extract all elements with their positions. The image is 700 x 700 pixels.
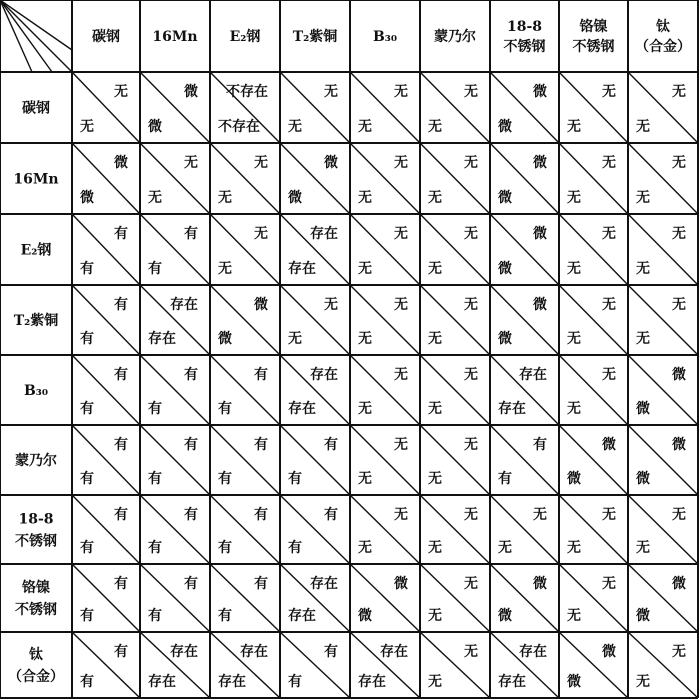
cell-upper-0-3: 无 (324, 84, 338, 100)
cell-lower-4-5: 无 (428, 401, 442, 417)
cell-lower-4-3: 存在 (288, 401, 316, 417)
row-header-8-line-1: （合金） (8, 669, 64, 685)
column-header-4-line-0: B₃₀ (372, 29, 398, 45)
cell-lower-4-8: 微 (636, 401, 650, 417)
cell-lower-1-6: 微 (498, 190, 512, 206)
cell-lower-2-1: 有 (148, 261, 162, 277)
cell-lower-4-4: 无 (358, 401, 372, 417)
cell-upper-0-1: 微 (184, 84, 198, 100)
column-header-3-line-0: T₂紫铜 (292, 29, 338, 45)
cell-lower-6-8: 无 (636, 540, 650, 556)
cell-lower-6-3: 有 (288, 540, 302, 556)
column-header-6-line-0: 18-8 (506, 19, 543, 35)
cell-upper-1-6: 微 (533, 155, 547, 171)
cell-lower-1-2: 无 (218, 190, 232, 206)
cell-lower-8-6: 存在 (498, 674, 526, 690)
cell-upper-4-3: 存在 (310, 367, 338, 383)
cell-upper-0-6: 微 (533, 84, 547, 100)
cell-upper-6-1: 有 (184, 507, 198, 523)
column-header-6-line-1: 不锈钢 (503, 39, 546, 55)
cell-upper-4-6: 存在 (519, 367, 547, 383)
cell-upper-5-6: 有 (533, 437, 547, 453)
row-header-5-line-0: 蒙乃尔 (15, 453, 57, 469)
cell-upper-1-2: 无 (254, 155, 268, 171)
cell-lower-5-2: 有 (218, 471, 232, 487)
column-header-2-line-0: E₂钢 (229, 29, 261, 45)
cell-lower-6-5: 无 (428, 540, 442, 556)
cell-lower-8-7: 微 (567, 674, 581, 690)
cell-upper-7-0: 有 (114, 576, 128, 592)
cell-lower-3-4: 无 (358, 331, 372, 347)
cell-upper-0-0: 无 (114, 84, 128, 100)
cell-lower-0-5: 无 (428, 119, 442, 135)
cell-upper-1-1: 无 (184, 155, 198, 171)
cell-upper-5-8: 微 (672, 437, 686, 453)
row-header-7-line-0: 铬镍 (22, 580, 50, 596)
cell-upper-5-4: 无 (394, 437, 408, 453)
cell-upper-6-0: 有 (114, 507, 128, 523)
cell-upper-8-7: 微 (602, 644, 616, 660)
cell-upper-2-4: 无 (394, 226, 408, 242)
cell-lower-2-2: 无 (218, 261, 232, 277)
cell-lower-0-0: 无 (80, 119, 94, 135)
cell-upper-6-6: 无 (533, 507, 547, 523)
cell-upper-3-8: 无 (672, 297, 686, 313)
cell-upper-3-2: 微 (254, 297, 268, 313)
cell-lower-8-2: 存在 (218, 674, 246, 690)
cell-lower-3-5: 无 (428, 331, 442, 347)
cell-lower-0-8: 无 (636, 119, 650, 135)
cell-upper-7-5: 无 (464, 576, 478, 592)
cell-lower-8-8: 无 (636, 674, 650, 690)
cell-upper-4-2: 有 (254, 367, 268, 383)
cell-upper-0-4: 无 (394, 84, 408, 100)
cell-lower-1-8: 无 (636, 190, 650, 206)
cell-lower-4-1: 有 (148, 401, 162, 417)
cell-lower-5-1: 有 (148, 471, 162, 487)
cell-lower-0-6: 微 (498, 119, 512, 135)
cell-upper-0-5: 无 (464, 84, 478, 100)
cell-lower-2-8: 无 (636, 261, 650, 277)
cell-lower-1-0: 微 (80, 190, 94, 206)
cell-lower-3-3: 无 (288, 331, 302, 347)
cell-lower-0-2: 不存在 (218, 119, 260, 135)
cell-upper-4-5: 无 (464, 367, 478, 383)
cell-upper-2-3: 存在 (310, 226, 338, 242)
corner-diagonal-0 (0, 0, 72, 72)
cell-upper-3-7: 无 (602, 297, 616, 313)
cell-lower-2-7: 无 (567, 261, 581, 277)
cell-lower-3-2: 微 (218, 331, 232, 347)
row-header-6-line-1: 不锈钢 (15, 533, 57, 550)
cell-lower-6-4: 无 (358, 540, 372, 556)
cell-lower-5-8: 微 (636, 471, 650, 487)
cell-lower-0-1: 微 (148, 119, 162, 135)
cell-lower-7-7: 无 (567, 608, 581, 624)
row-header-2-line-0: E₂钢 (20, 242, 52, 259)
cell-upper-8-2: 存在 (240, 644, 268, 660)
cell-upper-2-0: 有 (114, 226, 128, 242)
cell-upper-7-2: 有 (254, 576, 268, 592)
corner-diagonal-1 (0, 0, 52, 72)
column-header-7-line-0: 铬镍 (579, 19, 608, 35)
cell-upper-5-5: 无 (464, 437, 478, 453)
cell-lower-8-5: 无 (428, 674, 442, 690)
cell-upper-6-7: 无 (602, 507, 616, 523)
cell-lower-5-5: 无 (428, 471, 442, 487)
cell-lower-1-1: 无 (148, 190, 162, 206)
cell-lower-6-6: 无 (498, 540, 512, 556)
cell-lower-0-4: 无 (358, 119, 372, 135)
cell-upper-6-4: 无 (394, 507, 408, 523)
cell-upper-1-3: 微 (324, 155, 338, 171)
cell-lower-7-5: 无 (428, 608, 442, 624)
cell-upper-7-1: 有 (184, 576, 198, 592)
cell-upper-4-4: 无 (394, 367, 408, 383)
cell-upper-3-5: 无 (464, 297, 478, 313)
cell-upper-8-1: 存在 (170, 644, 198, 660)
cell-upper-1-0: 微 (114, 155, 128, 171)
cell-lower-5-0: 有 (80, 471, 94, 487)
cell-lower-1-5: 无 (428, 190, 442, 206)
cell-lower-3-8: 无 (636, 331, 650, 347)
cell-lower-1-3: 微 (288, 190, 302, 206)
cell-lower-7-0: 有 (80, 608, 94, 624)
cell-lower-7-8: 微 (636, 608, 650, 624)
row-header-7-line-1: 不锈钢 (15, 602, 57, 618)
cell-upper-4-0: 有 (114, 367, 128, 383)
cell-upper-3-6: 微 (533, 297, 547, 313)
cell-upper-1-8: 无 (672, 155, 686, 171)
cell-lower-1-4: 无 (358, 190, 372, 206)
cell-lower-3-0: 有 (80, 331, 94, 347)
row-header-0-line-0: 碳钢 (22, 100, 50, 117)
cell-upper-8-8: 无 (672, 644, 686, 660)
cell-lower-5-4: 无 (358, 471, 372, 487)
cell-upper-3-4: 无 (394, 297, 408, 313)
cell-lower-8-0: 有 (80, 674, 94, 690)
column-header-8-line-0: 钛 (656, 19, 670, 35)
cell-lower-2-3: 存在 (288, 261, 316, 277)
cell-lower-7-6: 微 (498, 608, 512, 624)
cell-upper-7-6: 微 (533, 576, 547, 592)
cell-lower-7-2: 有 (218, 608, 232, 624)
cell-upper-0-8: 无 (672, 84, 686, 100)
cell-upper-3-0: 有 (114, 297, 128, 313)
cell-upper-8-3: 有 (324, 644, 338, 660)
row-header-6-line-0: 18-8 (18, 511, 54, 528)
cell-upper-8-0: 有 (114, 644, 128, 660)
cell-upper-4-8: 微 (672, 367, 686, 383)
cell-lower-5-3: 有 (288, 471, 302, 487)
cell-upper-5-2: 有 (254, 437, 268, 453)
cell-upper-6-3: 有 (324, 507, 338, 523)
cell-upper-4-1: 有 (184, 367, 198, 383)
cell-upper-5-7: 微 (602, 437, 616, 453)
cell-upper-1-7: 无 (602, 155, 616, 171)
cell-lower-2-0: 有 (80, 261, 94, 277)
cell-upper-5-3: 有 (324, 437, 338, 453)
cell-lower-6-7: 无 (567, 540, 581, 556)
cell-upper-2-2: 无 (254, 226, 268, 242)
cell-upper-4-7: 无 (602, 367, 616, 383)
cell-lower-3-7: 无 (567, 331, 581, 347)
cell-upper-2-1: 有 (184, 226, 198, 242)
cell-upper-8-5: 无 (464, 644, 478, 660)
cell-upper-2-6: 微 (533, 226, 547, 242)
cell-lower-1-7: 无 (567, 190, 581, 206)
cell-upper-7-8: 微 (672, 576, 686, 592)
cell-upper-2-8: 无 (672, 226, 686, 242)
cell-upper-2-5: 无 (464, 226, 478, 242)
cell-upper-1-4: 无 (394, 155, 408, 171)
cell-lower-4-6: 存在 (498, 401, 526, 417)
cell-upper-8-4: 存在 (380, 644, 408, 660)
cell-lower-7-4: 微 (358, 608, 372, 624)
cell-lower-3-1: 存在 (148, 331, 176, 347)
cell-upper-0-2: 不存在 (226, 84, 268, 100)
cell-lower-6-0: 有 (80, 540, 94, 556)
cell-upper-6-5: 无 (464, 507, 478, 523)
cell-lower-8-4: 存在 (358, 674, 386, 690)
cell-lower-4-2: 有 (218, 401, 232, 417)
cell-lower-4-0: 有 (80, 401, 94, 417)
cell-upper-5-1: 有 (184, 437, 198, 453)
cell-lower-7-3: 存在 (288, 608, 316, 624)
cell-upper-7-3: 存在 (310, 576, 338, 592)
cell-lower-8-1: 存在 (148, 674, 176, 690)
cell-lower-8-3: 有 (288, 674, 302, 690)
cell-lower-2-6: 微 (498, 261, 512, 277)
cell-upper-1-5: 无 (464, 155, 478, 171)
cell-lower-0-3: 无 (288, 119, 302, 135)
cell-upper-5-0: 有 (114, 437, 128, 453)
cell-upper-7-4: 微 (394, 576, 408, 592)
row-header-1-line-0: 16Mn (13, 171, 59, 188)
column-header-8-line-1: （合金） (635, 39, 691, 55)
cell-lower-6-1: 有 (148, 540, 162, 556)
row-header-8-line-0: 钛 (29, 647, 43, 663)
cell-upper-3-1: 存在 (170, 297, 198, 313)
row-header-3-line-0: T₂紫铜 (13, 313, 59, 329)
cell-lower-2-4: 无 (358, 261, 372, 277)
cell-upper-8-6: 存在 (519, 644, 547, 660)
cell-lower-5-6: 有 (498, 471, 512, 487)
cell-lower-3-6: 微 (498, 331, 512, 347)
cell-upper-3-3: 无 (324, 297, 338, 313)
column-header-7-line-1: 不锈钢 (572, 39, 615, 55)
cell-lower-2-5: 无 (428, 261, 442, 277)
cell-upper-0-7: 无 (602, 84, 616, 100)
cell-lower-5-7: 微 (567, 471, 581, 487)
cell-lower-0-7: 无 (567, 119, 581, 135)
cell-lower-4-7: 无 (567, 401, 581, 417)
column-header-5-line-0: 蒙乃尔 (434, 29, 476, 45)
cell-upper-2-7: 无 (602, 226, 616, 242)
cell-lower-7-1: 有 (148, 608, 162, 624)
cell-upper-7-7: 无 (602, 576, 616, 592)
cell-lower-6-2: 有 (218, 540, 232, 556)
column-header-1-line-0: 16Mn (152, 29, 198, 45)
row-header-4-line-0: B₃₀ (23, 383, 49, 399)
cell-upper-6-8: 无 (672, 507, 686, 523)
cell-upper-6-2: 有 (254, 507, 268, 523)
column-header-0-line-0: 碳钢 (92, 29, 120, 45)
